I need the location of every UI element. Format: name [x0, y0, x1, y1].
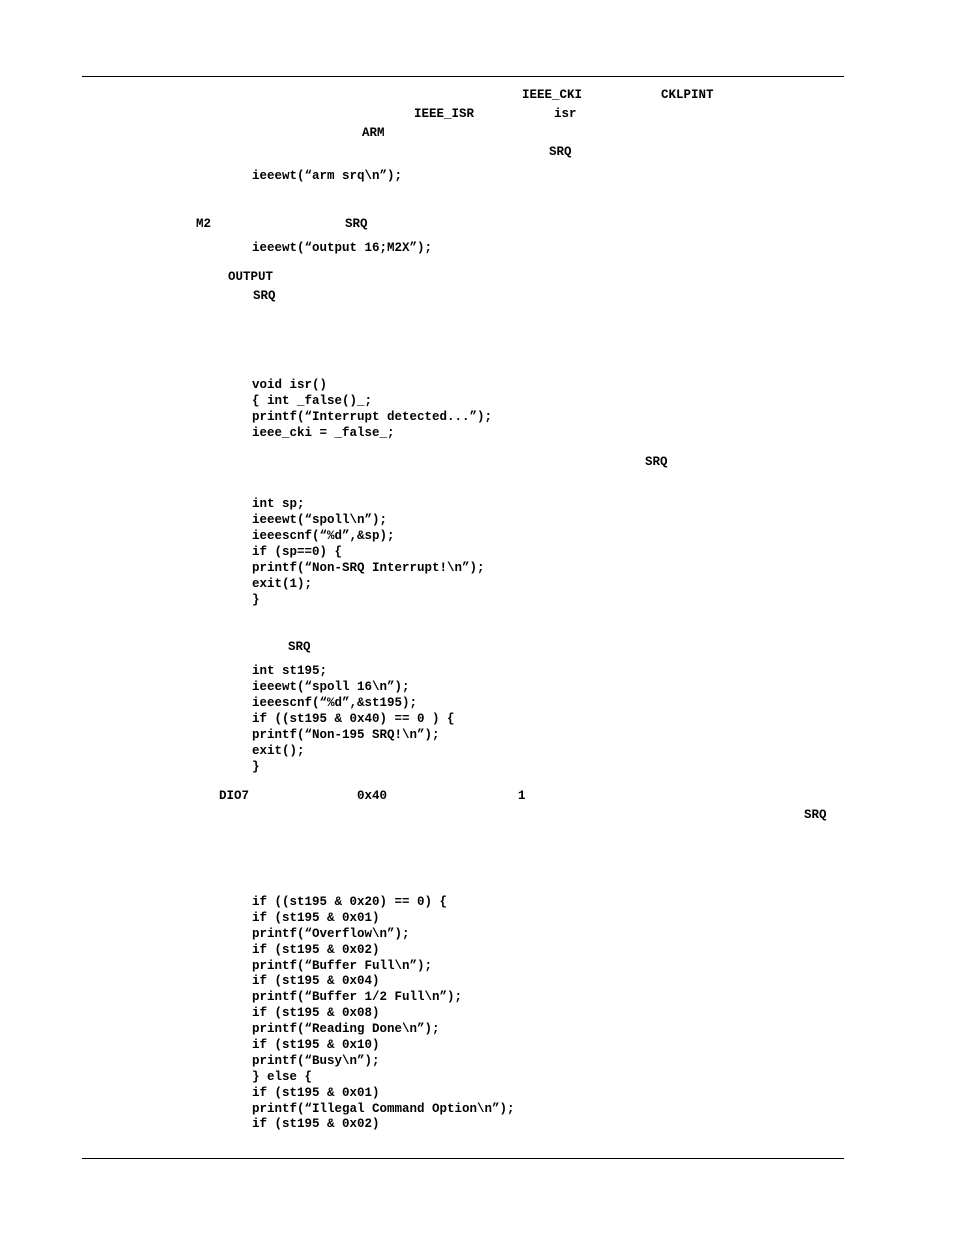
code-line: if (st195 & 0x08) [252, 1006, 380, 1021]
code-line: if (st195 & 0x01) [252, 910, 380, 925]
code-line: if (st195 & 0x01) [252, 1085, 380, 1100]
code-status-decode [252, 895, 515, 1133]
footer-rule [82, 1158, 844, 1159]
code-st195-check [252, 663, 455, 775]
code-line: printf(“Overflow\n”); [252, 926, 410, 941]
code-line: ieeewt(“spoll 16\n”); [252, 680, 410, 694]
keyword-m2: M2 [196, 217, 212, 231]
code-line: printf(“Reading Done\n”); [252, 1022, 440, 1037]
code-output-m2x [252, 240, 432, 256]
code-line: int sp; [252, 497, 305, 511]
code-line: printf(“Busy\n”); [252, 1053, 380, 1068]
code-line: printf(“Non-195 SRQ!\n”); [252, 728, 440, 742]
keyword-hex-0x40: 0x40 [357, 789, 388, 803]
code-line: } else { [252, 1069, 313, 1084]
code-line: void isr() [252, 378, 328, 392]
code-line: int st195; [252, 664, 328, 678]
keyword-srq: SRQ [253, 289, 276, 303]
keyword-ieee-cki: IEEE_CKI [522, 88, 583, 102]
keyword-srq: SRQ [804, 808, 827, 822]
code-line: if (st195 & 0x04) [252, 974, 380, 989]
code-line: printf(“Buffer 1/2 Full\n”); [252, 990, 463, 1005]
code-serial-poll [252, 496, 485, 608]
code-line: ieeewt(“output 16;M2X”); [252, 241, 433, 255]
code-line: printf(“Interrupt detected...”); [252, 410, 493, 424]
keyword-srq: SRQ [645, 455, 668, 469]
keyword-srq: SRQ [345, 217, 368, 231]
code-line: ieeescnf(“%d”,&sp); [252, 529, 395, 543]
header-rule [82, 76, 844, 77]
code-arm-srq [252, 168, 402, 184]
code-line: { int _false()_; [252, 394, 373, 408]
code-line: ieeewt(“arm srq\n”); [252, 169, 403, 183]
keyword-srq: SRQ [288, 640, 311, 654]
code-line: } [252, 593, 260, 607]
keyword-srq: SRQ [549, 145, 572, 159]
code-isr-function [252, 377, 492, 441]
code-line: exit(1); [252, 577, 313, 591]
code-line: if (st195 & 0x10) [252, 1038, 380, 1053]
code-line: printf(“Illegal Command Option\n”); [252, 1101, 515, 1116]
code-line: printf(“Non-SRQ Interrupt!\n”); [252, 561, 485, 575]
code-line: printf(“Buffer Full\n”); [252, 958, 433, 973]
code-line: if (st195 & 0x02) [252, 942, 380, 957]
keyword-output: OUTPUT [228, 270, 274, 284]
keyword-arm: ARM [362, 126, 385, 140]
code-line: ieeewt(“spoll\n”); [252, 513, 388, 527]
keyword-dio7: DIO7 [219, 789, 250, 803]
code-line: if ((st195 & 0x40) == 0 ) { [252, 712, 455, 726]
keyword-one: 1 [518, 789, 526, 803]
code-line: ieeescnf(“%d”,&st195); [252, 696, 418, 710]
keyword-cklpint: CKLPINT [661, 88, 714, 102]
code-line: ieee_cki = _false_; [252, 426, 395, 440]
code-line: if ((st195 & 0x20) == 0) { [252, 895, 448, 909]
keyword-isr: isr [554, 107, 577, 121]
code-line: if (sp==0) { [252, 545, 343, 559]
code-line: exit(); [252, 744, 305, 758]
keyword-ieee-isr: IEEE_ISR [414, 107, 475, 121]
code-line: if (st195 & 0x02) [252, 1117, 380, 1132]
code-line: } [252, 760, 260, 774]
